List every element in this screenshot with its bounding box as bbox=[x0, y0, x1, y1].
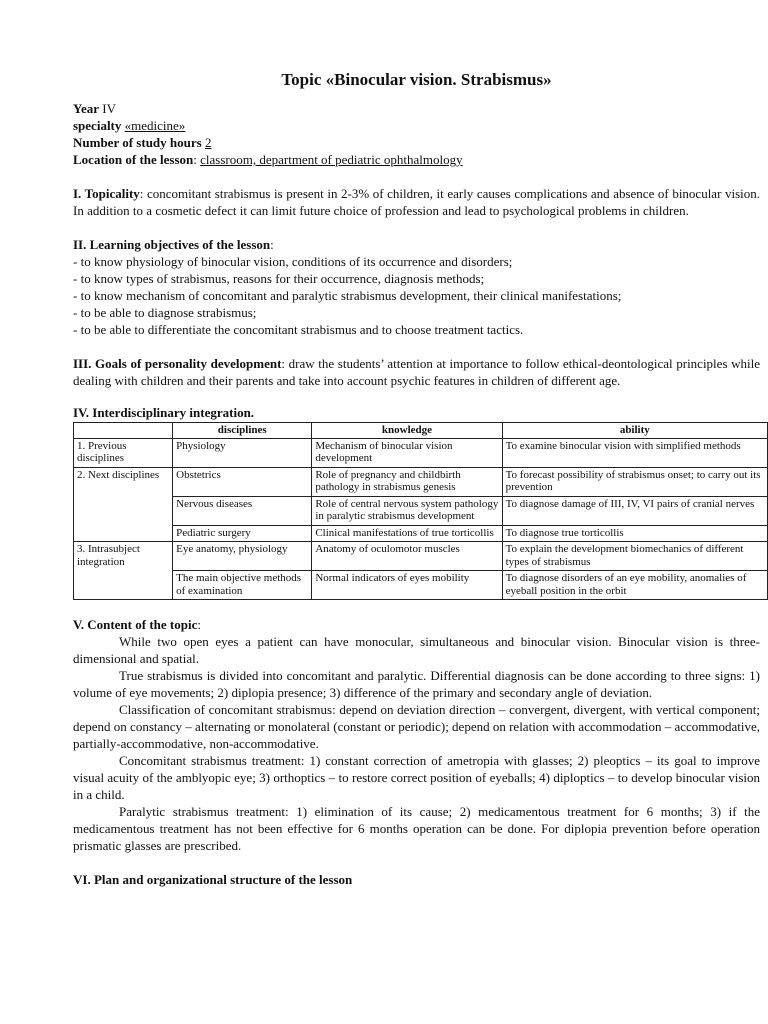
discipline-cell: The main objective methods of examination bbox=[173, 571, 312, 600]
objectives-list bbox=[73, 253, 760, 338]
discipline-cell: Nervous diseases bbox=[173, 496, 312, 525]
plan-heading: VI. Plan and organizational structure of the lesson bbox=[73, 872, 353, 887]
content-paragraph: While two open eyes a patient can have monocular, simultaneous and binocular vision. Binocular vision is three-dimensional and spatial. bbox=[73, 634, 760, 666]
col-header-ability: ability bbox=[502, 423, 767, 439]
content-colon: : bbox=[197, 617, 201, 632]
personality-heading: III. Goals of personality development bbox=[73, 356, 282, 371]
table-row bbox=[74, 571, 768, 600]
ability-cell: To forecast possibility of strabismus onset; to carry out its prevention bbox=[502, 467, 767, 496]
content-paragraph: Paralytic strabismus treatment: 1) elimination of its cause; 2) medicamentous treatment for 6 months; 3) if the medicamentous treatment has not been effective for 6 months operation can be done. For diplopia prevention before operation prismatic glasses are prescribed. bbox=[73, 804, 760, 853]
specialty-value: «medicine» bbox=[124, 118, 186, 133]
col-header-group bbox=[74, 423, 173, 439]
table-header-row bbox=[74, 423, 768, 439]
section-content bbox=[73, 616, 760, 854]
table-row bbox=[74, 525, 768, 542]
table-row bbox=[74, 467, 768, 496]
list-item: - to know types of strabismus, reasons for their occurrence, diagnosis methods; bbox=[73, 271, 485, 286]
ability-cell: To diagnose true torticollis bbox=[502, 525, 767, 542]
ability-cell: To explain the development biomechanics of different types of strabismus bbox=[502, 542, 767, 571]
section-topicality bbox=[73, 185, 760, 219]
group-cell: 2. Next disciplines bbox=[74, 467, 173, 542]
list-item: - to be able to differentiate the concomitant strabismus and to choose treatment tactics. bbox=[73, 322, 524, 337]
topicality-heading: I. Topicality bbox=[73, 186, 140, 201]
hours-label: Number of study hours bbox=[73, 135, 202, 150]
meta-block bbox=[73, 100, 760, 168]
knowledge-cell: Role of pregnancy and childbirth pathology in strabismus genesis bbox=[312, 467, 502, 496]
content-heading: V. Content of the topic bbox=[73, 617, 198, 632]
list-item: - to know physiology of binocular vision, conditions of its occurrence and disorders; bbox=[73, 254, 513, 269]
objectives-colon: : bbox=[270, 237, 274, 252]
knowledge-cell: Anatomy of oculomotor muscles bbox=[312, 542, 502, 571]
topicality-text: : concomitant strabismus is present in 2-3% of children, it early causes complications and absence of binocular vision. In addition to a cosmetic defect it can limit future choice of profession and lead to psychological problems in children. bbox=[73, 186, 761, 218]
col-header-disciplines: disciplines bbox=[173, 423, 312, 439]
section-integration bbox=[73, 404, 760, 600]
location-label: Location of the lesson bbox=[73, 152, 194, 167]
table-row bbox=[74, 496, 768, 525]
personality-text: : draw the students’ attention at importance to follow ethical-deontological principles while dealing with children and their parents and take into account psychic features in children of different age. bbox=[73, 356, 761, 388]
discipline-cell: Pediatric surgery bbox=[173, 525, 312, 542]
knowledge-cell: Normal indicators of eyes mobility bbox=[312, 571, 502, 600]
section-personality bbox=[73, 355, 760, 389]
location-line: Location of the lesson: classroom, department of pediatric ophthalmology bbox=[73, 152, 463, 167]
document-page bbox=[73, 70, 760, 888]
ability-cell: To diagnose disorders of an eye mobility, anomalies of eyeball position in the orbit bbox=[502, 571, 767, 600]
col-header-knowledge: knowledge bbox=[312, 423, 502, 439]
hours-value: 2 bbox=[204, 135, 212, 150]
discipline-cell: Physiology bbox=[173, 438, 312, 467]
table-row bbox=[74, 542, 768, 571]
knowledge-cell: Role of central nervous system pathology in paralytic strabismus development bbox=[312, 496, 502, 525]
integration-heading: IV. Interdisciplinary integration. bbox=[73, 405, 255, 420]
table-row bbox=[74, 438, 768, 467]
group-cell: 1. Previous disciplines bbox=[74, 438, 173, 467]
specialty-label: specialty bbox=[73, 118, 122, 133]
objectives-heading: II. Learning objectives of the lesson bbox=[73, 237, 271, 252]
integration-table bbox=[73, 422, 768, 600]
content-paragraph: Concomitant strabismus treatment: 1) constant correction of ametropia with glasses; 2) pleoptics – its goal to improve visual acuity of the amblyopic eye; 3) orthoptics – to restore correct position of eyeballs; 4) diploptics – to develop binocular vision in a child. bbox=[73, 753, 760, 802]
year-line bbox=[73, 100, 760, 117]
year-label: Year bbox=[73, 101, 99, 116]
group-cell: 3. Intrasubject integration bbox=[74, 542, 173, 600]
hours-line bbox=[73, 134, 760, 151]
content-paragraph: Classification of concomitant strabismus: depend on deviation direction – convergent, divergent, with vertical component; depend on constancy – alternating or monolateral (constant or periodic); depend on relation with accommodation – accommodative, partially-accommodative, non-accommodative. bbox=[73, 702, 760, 751]
discipline-cell: Obstetrics bbox=[173, 467, 312, 496]
ability-cell: To examine binocular vision with simplified methods bbox=[502, 438, 767, 467]
knowledge-cell: Clinical manifestations of true torticollis bbox=[312, 525, 502, 542]
list-item: - to be able to diagnose strabismus; bbox=[73, 305, 257, 320]
page-title: Topic «Binocular vision. Strabismus» bbox=[281, 70, 552, 89]
discipline-cell: Eye anatomy, physiology bbox=[173, 542, 312, 571]
section-plan bbox=[73, 871, 760, 888]
year-value: IV bbox=[102, 101, 116, 116]
specialty-line bbox=[73, 117, 760, 134]
content-paragraph: True strabismus is divided into concomitant and paralytic. Differential diagnosis can be done according to three signs: 1) volume of eye movements; 2) diplopia presence; 3) difference of the primary and secondary angle of deviation. bbox=[73, 668, 760, 700]
location-value: classroom, department of pediatric ophthalmology bbox=[200, 152, 463, 167]
list-item: - to know mechanism of concomitant and paralytic strabismus development, their clinical manifestations; bbox=[73, 288, 622, 303]
ability-cell: To diagnose damage of III, IV, VI pairs of cranial nerves bbox=[502, 496, 767, 525]
knowledge-cell: Mechanism of binocular vision development bbox=[312, 438, 502, 467]
section-objectives bbox=[73, 236, 760, 338]
